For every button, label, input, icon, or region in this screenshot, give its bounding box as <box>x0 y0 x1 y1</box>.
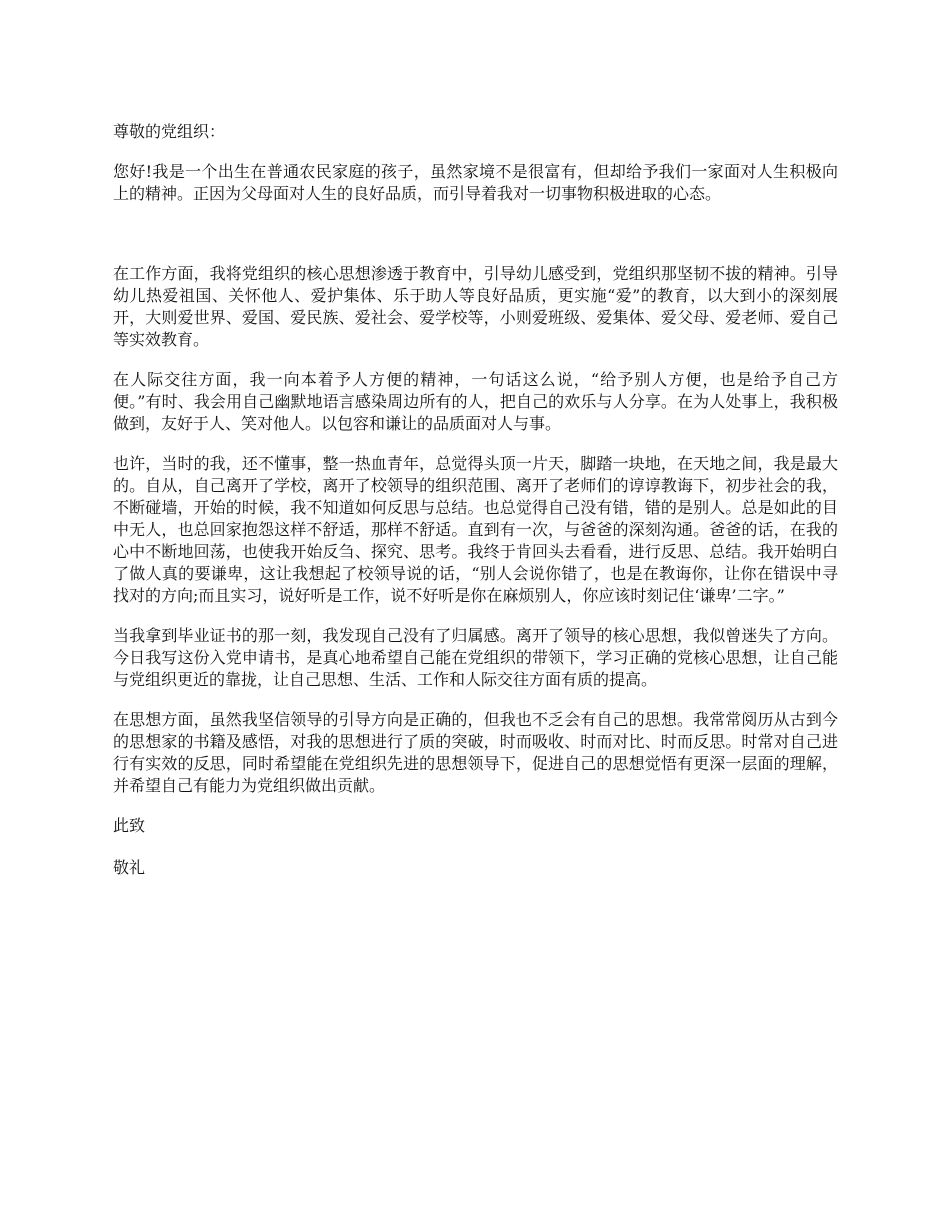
closing-jingli: 敬礼 <box>113 858 146 877</box>
paragraph-interpersonal: 在人际交往方面，我一向本着予人方便的精神，一句话这么说，“给予别人方便，也是给予自己方便。”有时、我会用自己幽默地语言感染周边所有的人，把自己的欢乐与人分享。在为人处事上，我积极做到，友好于人、笑对他人。以包容和谦让的品质面对人与事。 <box>113 370 838 433</box>
paragraph-intro: 您好!我是一个出生在普通农民家庭的孩子，虽然家境不是很富有，但却给予我们一家面对人生积极向上的精神。正因为父母面对人生的良好品质，而引导着我对一切事物积极进取的心态。 <box>113 162 838 203</box>
paragraph-graduation: 当我拿到毕业证书的那一刻，我发现自己没有了归属感。离开了领导的核心思想，我似曾迷失了方向。今日我写这份入党申请书，是真心地希望自己能在党组织的带领下，学习正确的党核心思想，让自己能与党组织更近的靠拢，让自己思想、生活、工作和人际交往方面有质的提高。 <box>113 626 838 689</box>
paragraph-work: 在工作方面，我将党组织的核心思想渗透于教育中，引导幼儿感受到，党组织那坚韧不拔的精神。引导幼儿热爱祖国、关怀他人、爱护集体、乐于助人等良好品质，更实施“爱”的教育，以大到小的深刻展开，大则爱世界、爱国、爱民族、爱社会、爱学校等，小则爱班级、爱集体、爱父母、爱老师、爱自己等实效教育。 <box>113 264 838 349</box>
salutation: 尊敬的党组织： <box>113 122 226 141</box>
blank-gap <box>113 223 838 263</box>
paragraph-thought: 在思想方面，虽然我坚信领导的引导方向是正确的，但我也不乏会有自己的思想。我常常阅历从古到今的思想家的书籍及感悟，对我的思想进行了质的突破，时而吸收、时而对比、时而反思。时常对自己进行有实效的反思，同时希望能在党组织先进的思想领导下，促进自己的思想觉悟有更深一层面的理解，并希望自己有能力为党组织做出贡献。 <box>113 710 838 795</box>
closing-cizhi: 此致 <box>113 816 146 835</box>
letter-page <box>113 121 838 899</box>
paragraph-reflection: 也许，当时的我，还不懂事，整一热血青年，总觉得头顶一片天，脚踏一块地，在天地之间，我是最大的。自从，自己离开了学校，离开了校领导的组织范围、离开了老师们的谆谆教诲下，初步社会的我，不断碰墙，开始的时候，我不知道如何反思与总结。也总觉得自己没有错，错的是别人。总是如此的目中无人，也总回家抱怨这样不舒适，那样不舒适。直到有一次，与爸爸的深刻沟通。爸爸的话，在我的心中不断地回荡，也使我开始反刍、探究、思考。我终于肯回头去看看，进行反思、总结。我开始明白了做人真的要谦卑，这让我想起了校领导说的话，“别人会说你错了，也是在教诲你，让你在错误中寻找对的方向;而且实习，说好听是工作，说不好听是你在麻烦别人，你应该时刻记住‘谦卑’二字。” <box>113 454 838 605</box>
